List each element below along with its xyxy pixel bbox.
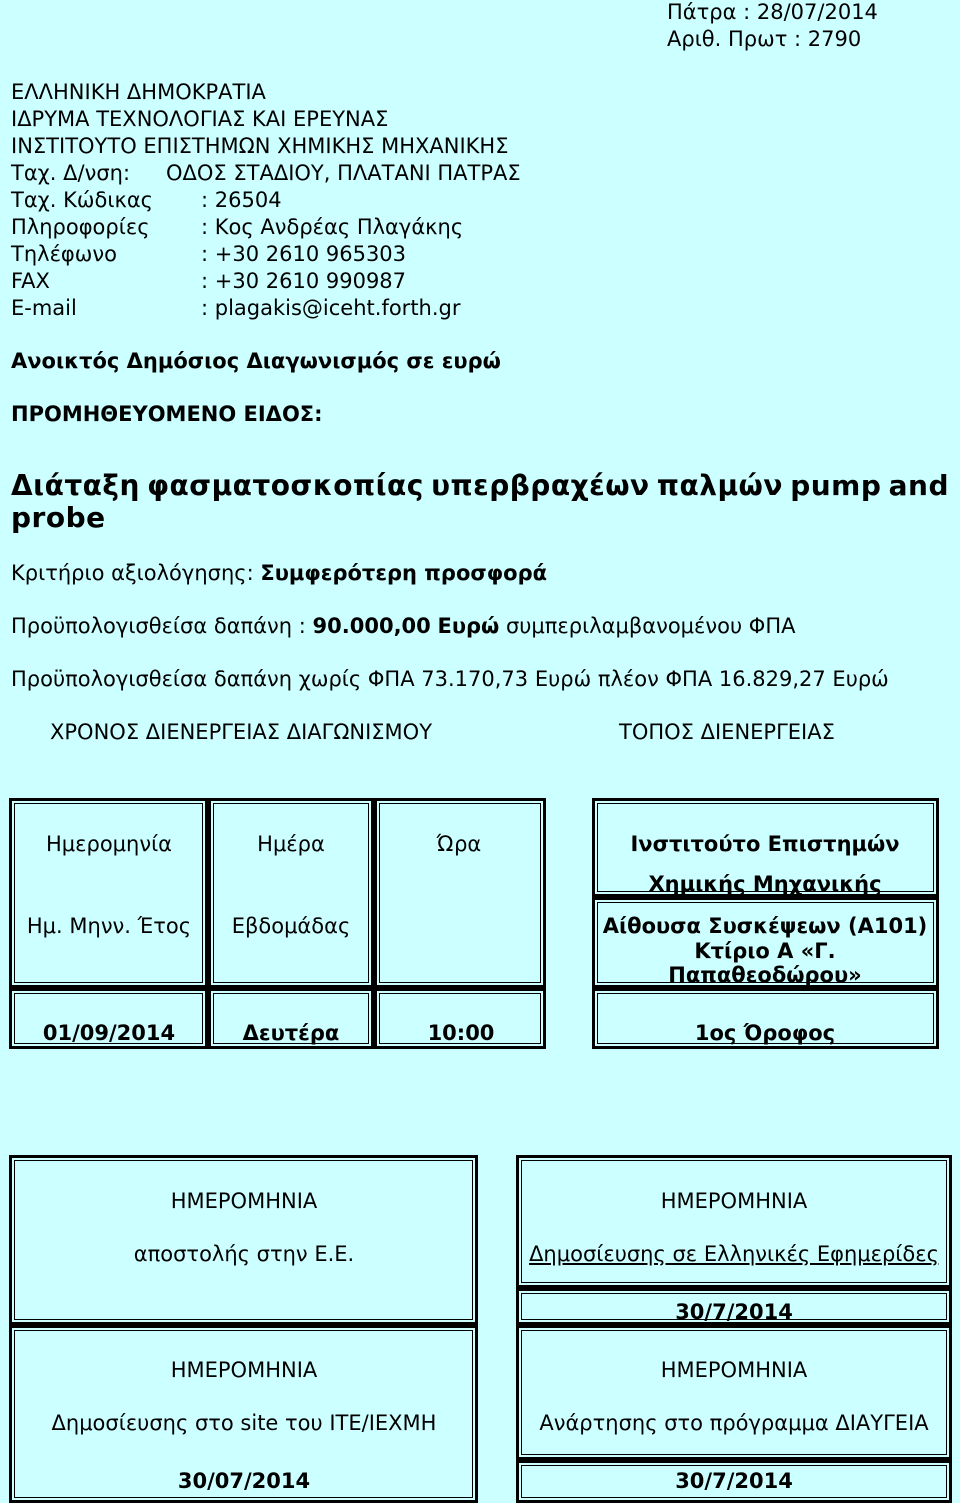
tender-type: Ανοικτός Δημόσιος Διαγωνισμός σε ευρώ bbox=[11, 349, 501, 373]
diavgeia-date-label: ΗΜΕΡΟΜΗΝΙΑ bbox=[660, 1358, 808, 1382]
day-header-cell bbox=[208, 798, 374, 988]
budget-suffix: συμπεριλαμβανομένου ΦΠΑ bbox=[505, 614, 796, 638]
day-header: Ημέρα bbox=[257, 832, 325, 856]
item-title-word: φασματοσκοπίας bbox=[147, 469, 424, 502]
phone-value: : +30 2610 965303 bbox=[201, 242, 407, 266]
item-heading: ΠΡΟΜΗΘΕΥΟΜΕΝΟ ΕΙΔΟΣ: bbox=[11, 402, 323, 426]
postal-code-line bbox=[11, 190, 282, 211]
day-header-sub: Εβδομάδας bbox=[231, 914, 351, 938]
criterion-value: Συμφερότερη προσφορά bbox=[260, 561, 548, 585]
fax-line bbox=[11, 271, 406, 292]
site-date-label: ΗΜΕΡΟΜΗΝΙΑ bbox=[170, 1358, 318, 1382]
place-line5: Παπαθεοδώρου» bbox=[668, 963, 862, 987]
ee-caption-cell bbox=[9, 1155, 478, 1325]
info-value: : Κος Ανδρέας Πλαγάκης bbox=[201, 215, 464, 239]
budget-label: Προϋπολογισθείσα δαπάνη : bbox=[11, 614, 306, 638]
budget-line bbox=[11, 616, 795, 637]
address-line bbox=[11, 163, 521, 184]
ee-caption: αποστολής στην Ε.Ε. bbox=[133, 1242, 355, 1266]
item-title-word: παλμών bbox=[656, 469, 783, 502]
place-line2: Χημικής Μηχανικής bbox=[648, 872, 882, 896]
time-value: 10:00 bbox=[427, 1021, 495, 1045]
place-heading: ΤΟΠΟΣ ΔΙΕΝΕΡΓΕΙΑΣ bbox=[619, 720, 835, 744]
foundation-name: ΙΔΡΥΜΑ ΤΕΧΝΟΛΟΓΙΑΣ ΚΑΙ ΕΡΕΥΝΑΣ bbox=[11, 107, 389, 131]
item-title-word: Διάταξη bbox=[11, 469, 140, 502]
date-value: 01/09/2014 bbox=[42, 1021, 176, 1045]
fax-label: FAX bbox=[11, 269, 50, 293]
phone-label: Τηλέφωνο bbox=[11, 242, 117, 266]
item-title-word: pump bbox=[790, 469, 882, 502]
date-format: Ημ. Μηνν. Έτος bbox=[26, 914, 192, 938]
press-caption: Δημοσίευσης σε Ελληνικές Εφημερίδες bbox=[529, 1242, 939, 1266]
address-value: ΟΔΟΣ ΣΤΑΔΙΟΥ, ΠΛΑΤΑΝΙ ΠΑΤΡΑΣ bbox=[166, 161, 521, 185]
place-line1: Ινστιτούτο Επιστημών bbox=[630, 832, 900, 856]
protocol-number: Αριθ. Πρωτ : 2790 bbox=[667, 27, 862, 51]
date-header-cell bbox=[9, 798, 208, 988]
info-line bbox=[11, 217, 463, 238]
info-label: Πληροφορίες bbox=[11, 215, 150, 239]
place-line4: Κτίριο Α «Γ. bbox=[694, 939, 836, 963]
postal-code-value: : 26504 bbox=[201, 188, 282, 212]
diavgeia-caption-cell bbox=[516, 1325, 952, 1460]
country-name: ΕΛΛΗΝΙΚΗ ΔΗΜΟΚΡΑΤΙΑ bbox=[11, 80, 266, 104]
item-title-line1 bbox=[11, 469, 949, 502]
ee-date-label: ΗΜΕΡΟΜΗΝΙΑ bbox=[170, 1189, 318, 1213]
day-value: Δευτέρα bbox=[242, 1021, 340, 1045]
time-heading: ΧΡΟΝΟΣ ΔΙΕΝΕΡΓΕΙΑΣ ΔΙΑΓΩΝΙΣΜΟΥ bbox=[50, 720, 433, 744]
diavgeia-caption: Ανάρτησης στο πρόγραμμα ΔΙΑΥΓΕΙΑ bbox=[539, 1411, 929, 1435]
criterion-label: Κριτήριο αξιολόγησης: bbox=[11, 561, 254, 585]
address-label: Ταχ. Δ/νση: bbox=[11, 161, 131, 185]
time-header: Ώρα bbox=[436, 832, 482, 856]
institute-name: ΙΝΣΤΙΤΟΥΤΟ ΕΠΙΣΤΗΜΩΝ ΧΗΜΙΚΗΣ ΜΗΧΑΝΙΚΗΣ bbox=[11, 134, 509, 158]
budget-currency: Ευρώ bbox=[437, 614, 500, 638]
fax-value: : +30 2610 990987 bbox=[201, 269, 407, 293]
press-caption-cell bbox=[516, 1155, 952, 1288]
site-value: 30/07/2014 bbox=[177, 1469, 311, 1493]
phone-line bbox=[11, 244, 406, 265]
budget-amount: 90.000,00 bbox=[312, 614, 431, 638]
date-header: Ημερομηνία bbox=[45, 832, 173, 856]
email-value[interactable]: : plagakis@iceht.forth.gr bbox=[201, 296, 461, 320]
diavgeia-value: 30/7/2014 bbox=[675, 1469, 793, 1493]
item-title-word: and bbox=[888, 469, 949, 502]
budget-no-vat: Προϋπολογισθείσα δαπάνη χωρίς ΦΠΑ 73.170,73 Ευρώ πλέον ΦΠΑ 16.829,27 Ευρώ bbox=[11, 667, 889, 691]
criterion-line bbox=[11, 563, 547, 584]
time-header-cell bbox=[374, 798, 546, 988]
postal-code-label: Ταχ. Κώδικας bbox=[11, 188, 154, 212]
place-line3: Αίθουσα Συσκέψεων (Α101) bbox=[602, 914, 928, 938]
press-value: 30/7/2014 bbox=[675, 1300, 793, 1324]
email-line bbox=[11, 298, 461, 319]
document-date: Πάτρα : 28/07/2014 bbox=[667, 0, 878, 24]
place-line6: 1ος Όροφος bbox=[694, 1021, 836, 1045]
site-caption: Δημοσίευσης στο site του ΙΤΕ/ΙΕΧΜΗ bbox=[51, 1411, 437, 1435]
item-title-word: υπερβραχέων bbox=[431, 469, 650, 502]
email-label: E-mail bbox=[11, 296, 77, 320]
item-title-line2: probe bbox=[11, 501, 106, 534]
press-date-label: ΗΜΕΡΟΜΗΝΙΑ bbox=[660, 1189, 808, 1213]
